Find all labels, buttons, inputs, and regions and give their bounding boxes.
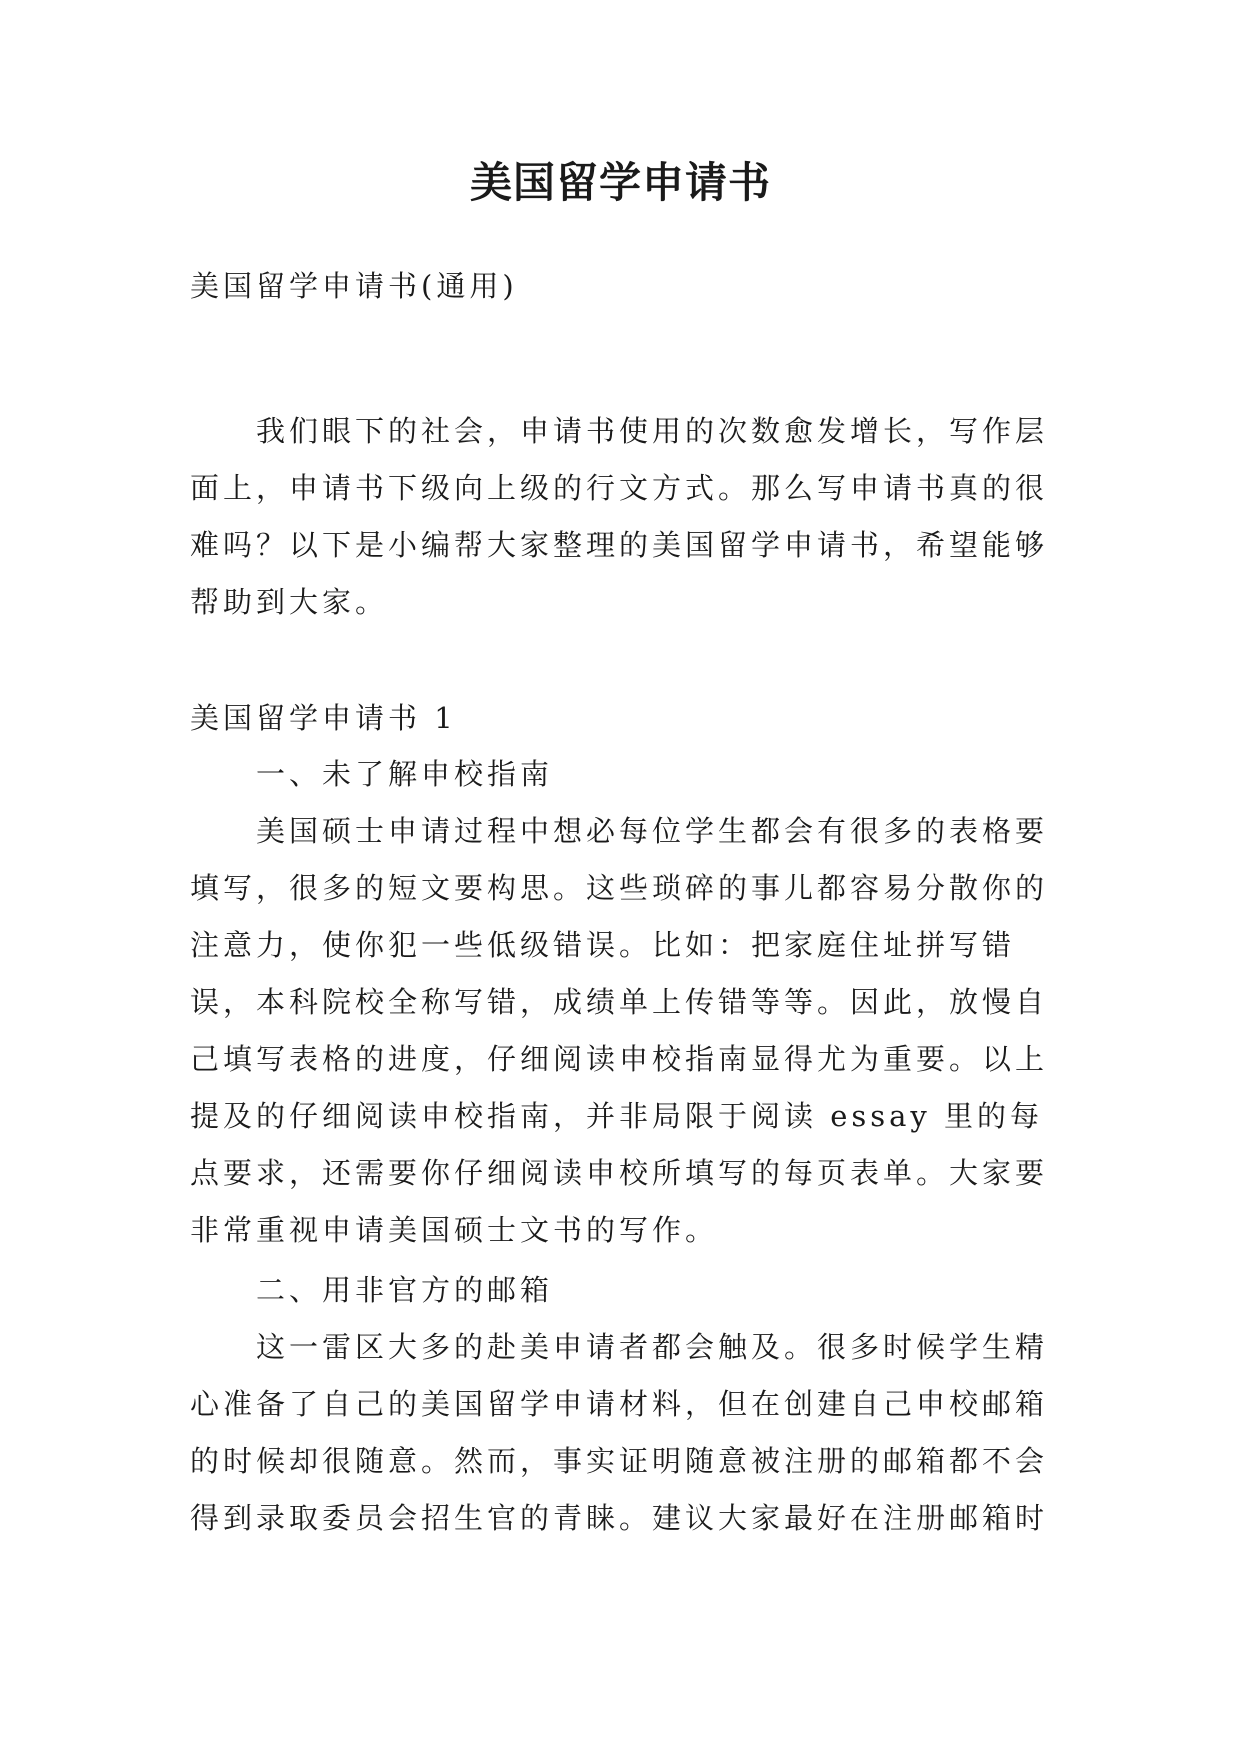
document-title: 美国留学申请书 bbox=[469, 158, 771, 207]
body-paragraph-1: 美国硕士申请过程中想必每位学生都会有很多的表格要填写，很多的短文要构思。这些琐碎的事儿都容易分散你的注意力，使你犯一些低级错误。比如：把家庭住址拼写错误，本科院校全称写错，成绩单上传错等等。因此，放慢自己填写表格的进度，仔细阅读申校指南显得尤为重要。以上提及的仔细阅读申校指南，并非局限于阅读 essay 里的每点要求，还需要你仔细阅读申校所填写的每页表单。大家要非常重视申请美国硕士文书的写作。 bbox=[190, 814, 1049, 1247]
document-subtitle: 美国留学申请书(通用) bbox=[190, 269, 518, 303]
section-heading-2: 二、用非官方的邮箱 bbox=[256, 1273, 554, 1307]
intro-paragraph: 我们眼下的社会，申请书使用的次数愈发增长，写作层面上，申请书下级向上级的行文方式。那么写申请书真的很难吗？以下是小编帮大家整理的美国留学申请书，希望能够帮助到大家。 bbox=[190, 414, 1049, 619]
section-title: 美国留学申请书 1 bbox=[190, 701, 457, 735]
section-heading-1: 一、未了解申校指南 bbox=[256, 757, 554, 791]
body-paragraph-2: 这一雷区大多的赴美申请者都会触及。很多时候学生精心准备了自己的美国留学申请材料，但在创建自己申校邮箱的时候却很随意。然而，事实证明随意被注册的邮箱都不会得到录取委员会招生官的青睐。建议大家最好在注册邮箱时 bbox=[190, 1330, 1049, 1535]
